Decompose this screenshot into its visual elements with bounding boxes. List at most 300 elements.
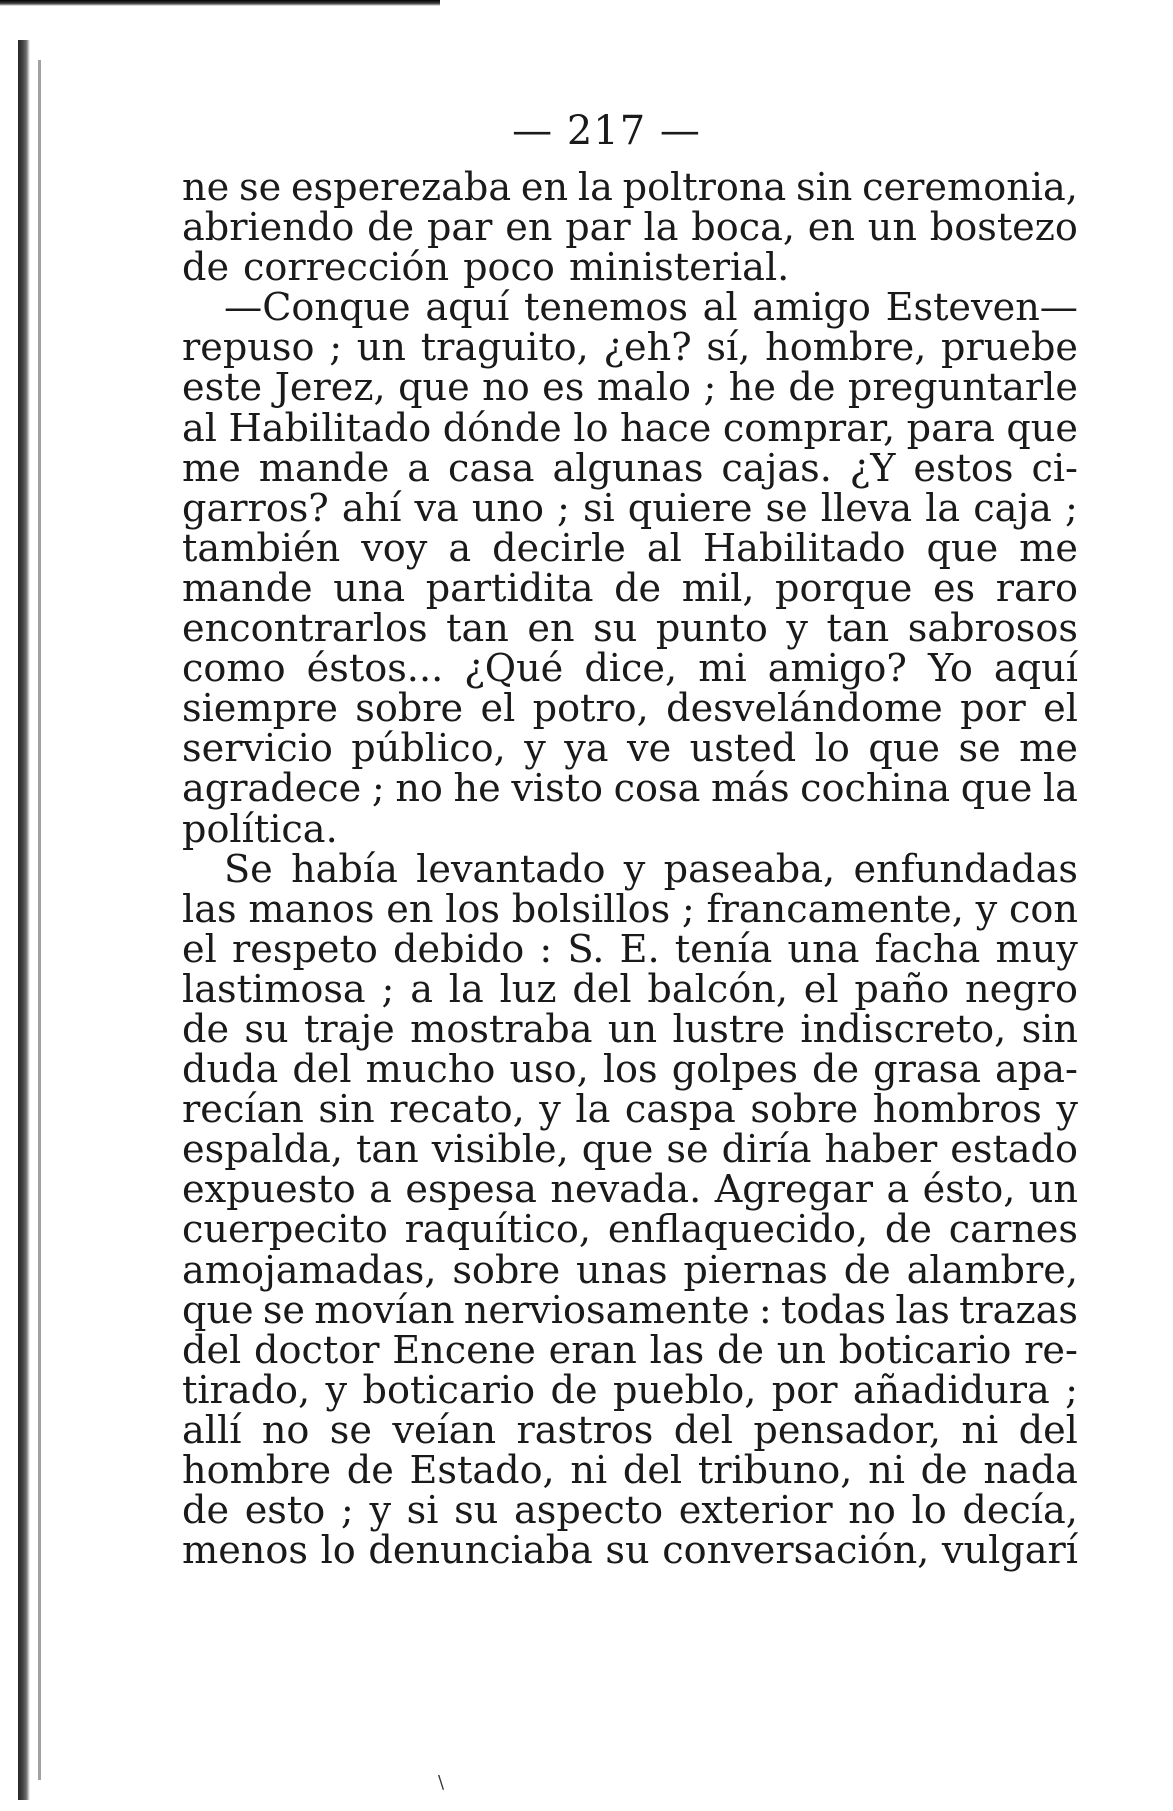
word: pensador, bbox=[753, 1408, 942, 1453]
word: ; bbox=[340, 1489, 354, 1534]
text-line bbox=[182, 967, 1078, 1012]
word: mucho bbox=[365, 1048, 496, 1093]
word: tan bbox=[446, 607, 509, 652]
word: hace bbox=[620, 406, 712, 451]
word: rastros bbox=[516, 1408, 654, 1453]
word: del bbox=[572, 967, 632, 1012]
word: algunas bbox=[552, 446, 704, 491]
word: ¿Qué bbox=[464, 647, 564, 692]
word: es bbox=[542, 366, 585, 411]
word: de bbox=[346, 1449, 394, 1493]
book-spine-shadow bbox=[18, 40, 30, 1800]
word: par bbox=[565, 206, 631, 251]
word: la bbox=[577, 166, 613, 210]
word: no bbox=[482, 366, 530, 411]
text-line bbox=[182, 1451, 1078, 1491]
word: sí, bbox=[706, 326, 751, 371]
word: como bbox=[182, 647, 286, 692]
text-line bbox=[182, 446, 1078, 491]
word: mande bbox=[182, 566, 313, 611]
text-line bbox=[182, 326, 1078, 371]
word: la bbox=[643, 206, 679, 251]
page-edge-top bbox=[0, 0, 440, 6]
word: servicio bbox=[182, 727, 333, 772]
word: doctor bbox=[254, 1328, 380, 1373]
word: a bbox=[369, 1168, 392, 1213]
word: hombros bbox=[872, 1088, 1042, 1133]
word: menos bbox=[182, 1529, 308, 1574]
word: y bbox=[524, 727, 546, 772]
text-line bbox=[182, 286, 1078, 331]
word: a bbox=[407, 446, 431, 491]
word: espesa bbox=[405, 1168, 537, 1213]
word: E. bbox=[619, 927, 660, 972]
word: alambre, bbox=[906, 1248, 1078, 1293]
word: ni bbox=[570, 1449, 608, 1493]
word: tenemos bbox=[524, 286, 688, 331]
word: su bbox=[454, 1489, 499, 1534]
word: traguito, bbox=[420, 326, 589, 371]
word: de bbox=[843, 1248, 891, 1293]
text-line bbox=[182, 366, 1078, 411]
word: corrección bbox=[243, 246, 450, 291]
word: hombre bbox=[182, 1449, 332, 1493]
word: lleva bbox=[820, 486, 913, 531]
word: potro, bbox=[532, 687, 649, 732]
word: sobre bbox=[452, 1248, 561, 1293]
word: en bbox=[520, 166, 569, 210]
word: las bbox=[649, 1328, 705, 1373]
word: y bbox=[786, 607, 808, 652]
word: boticario bbox=[838, 1328, 1012, 1373]
word: desvelándome bbox=[666, 687, 943, 732]
word: allí bbox=[182, 1408, 242, 1453]
word: se bbox=[765, 486, 808, 531]
word: caja bbox=[973, 486, 1052, 531]
word: pruebe bbox=[941, 326, 1078, 371]
text-line bbox=[182, 486, 1078, 531]
word: y bbox=[325, 1368, 348, 1413]
text-line bbox=[182, 1248, 1078, 1293]
word: para bbox=[906, 406, 995, 451]
word: del bbox=[182, 1328, 242, 1373]
word: aquí bbox=[993, 647, 1078, 692]
word: de bbox=[182, 246, 230, 291]
word: tan bbox=[356, 1128, 419, 1173]
word: del bbox=[622, 1449, 683, 1493]
word: por bbox=[960, 687, 1026, 732]
word: Encene bbox=[392, 1328, 536, 1373]
word: haber bbox=[824, 1128, 938, 1173]
word: amigo bbox=[752, 286, 871, 331]
word: cajas. bbox=[721, 446, 832, 491]
text-line bbox=[182, 687, 1078, 732]
word: expuesto bbox=[182, 1168, 356, 1213]
word: unas bbox=[576, 1248, 668, 1293]
word: negro bbox=[965, 967, 1078, 1012]
word: facha bbox=[874, 927, 981, 972]
text-line bbox=[182, 1288, 1078, 1333]
word: público, bbox=[351, 727, 506, 772]
word: ¿Y bbox=[849, 446, 896, 491]
word: del bbox=[292, 1048, 352, 1093]
word: usted bbox=[689, 727, 797, 772]
word: un bbox=[776, 1328, 826, 1373]
text-line bbox=[182, 206, 1078, 251]
word: la bbox=[1042, 767, 1078, 812]
word: casa bbox=[447, 446, 535, 491]
word: un bbox=[356, 326, 406, 371]
word: garros? bbox=[182, 486, 329, 531]
word: éstos... bbox=[306, 647, 444, 692]
word: del bbox=[673, 1408, 733, 1453]
word: ; bbox=[371, 767, 385, 812]
word: Agregar bbox=[714, 1168, 874, 1213]
text-line bbox=[182, 927, 1078, 972]
word: repuso bbox=[182, 326, 315, 371]
word: uno bbox=[471, 486, 544, 531]
word: respeto bbox=[232, 927, 378, 972]
word: ministerial. bbox=[568, 246, 790, 291]
word: la bbox=[575, 1088, 611, 1133]
word: un bbox=[1028, 1168, 1078, 1213]
word: carnes bbox=[948, 1208, 1078, 1253]
word: porque bbox=[775, 566, 913, 611]
word: traje bbox=[303, 1007, 395, 1052]
word: —Conque bbox=[224, 286, 411, 331]
text-line bbox=[182, 566, 1078, 611]
word: he bbox=[728, 366, 776, 411]
text-line bbox=[182, 1168, 1078, 1213]
word: golpes bbox=[671, 1048, 798, 1093]
word: partidita bbox=[425, 566, 594, 611]
word: Habilitado bbox=[702, 526, 906, 571]
word: trazas bbox=[959, 1288, 1078, 1333]
word: tan bbox=[826, 607, 890, 652]
word: par bbox=[426, 206, 493, 251]
word: a bbox=[410, 967, 433, 1012]
word: conversación, bbox=[662, 1529, 930, 1574]
word: ni bbox=[868, 1449, 905, 1493]
text-line bbox=[182, 767, 1078, 812]
word: malo bbox=[596, 366, 691, 411]
text-line bbox=[182, 526, 1078, 571]
word: mande bbox=[258, 446, 390, 491]
word: sin bbox=[796, 166, 853, 210]
word: de bbox=[182, 1007, 230, 1052]
word: que bbox=[960, 767, 1033, 812]
word: agradece bbox=[182, 767, 362, 812]
word: y bbox=[369, 1489, 392, 1534]
text-line bbox=[182, 1408, 1078, 1453]
word: al bbox=[182, 406, 217, 451]
word: va bbox=[414, 486, 459, 531]
word: siempre bbox=[182, 687, 338, 732]
text-line bbox=[182, 406, 1078, 451]
word: su bbox=[605, 1529, 650, 1574]
word: : bbox=[758, 1288, 772, 1333]
word: lo bbox=[814, 727, 850, 772]
word: su bbox=[593, 607, 638, 652]
word: todas bbox=[780, 1288, 887, 1333]
word: muy bbox=[995, 927, 1078, 972]
word: una bbox=[787, 927, 860, 972]
word: que bbox=[1006, 406, 1078, 451]
word: comprar, bbox=[722, 406, 896, 451]
word: se bbox=[329, 1408, 372, 1453]
word: a bbox=[448, 526, 472, 571]
word: y bbox=[623, 847, 646, 892]
word: amigo? bbox=[767, 647, 907, 692]
word: también bbox=[182, 526, 341, 571]
word: y bbox=[975, 887, 998, 932]
text-line bbox=[182, 1489, 1078, 1534]
word: ; bbox=[703, 366, 717, 411]
word: de bbox=[182, 1489, 230, 1534]
word: tribuno, bbox=[697, 1449, 853, 1493]
word: S. bbox=[567, 927, 605, 972]
word: vulgarí bbox=[941, 1529, 1078, 1574]
word: ésto, bbox=[922, 1168, 1016, 1213]
text-line bbox=[182, 1128, 1078, 1173]
word: exterior bbox=[678, 1489, 833, 1534]
word: quiere bbox=[627, 486, 753, 531]
word: decía, bbox=[962, 1489, 1078, 1534]
word: si bbox=[582, 486, 615, 531]
word: me bbox=[182, 446, 241, 491]
word: enfundadas bbox=[853, 847, 1078, 892]
word: que bbox=[182, 1288, 254, 1333]
word: cochina bbox=[800, 767, 951, 812]
word: mi bbox=[698, 647, 747, 692]
word: me bbox=[1019, 727, 1078, 772]
word: si bbox=[406, 1489, 439, 1534]
word: de bbox=[812, 1048, 860, 1093]
word: indiscreto, bbox=[800, 1007, 1007, 1052]
text-line bbox=[182, 168, 1078, 208]
word: el bbox=[480, 687, 516, 732]
word: me bbox=[1019, 526, 1078, 571]
word: cuerpecito bbox=[182, 1208, 388, 1253]
word: en bbox=[505, 206, 553, 251]
text-line bbox=[182, 1088, 1078, 1133]
word: de bbox=[716, 1328, 765, 1373]
word: sobre bbox=[750, 1088, 859, 1133]
word: grasa bbox=[873, 1048, 981, 1093]
word: poltrona bbox=[622, 166, 787, 210]
body-text bbox=[182, 166, 1078, 1574]
word: y bbox=[1056, 1088, 1078, 1133]
word: el bbox=[182, 927, 217, 972]
word: enflaquecido, bbox=[607, 1208, 869, 1253]
word: paseaba, bbox=[663, 847, 836, 892]
word: denunciaba bbox=[368, 1529, 593, 1574]
word: el bbox=[803, 967, 839, 1012]
word: de bbox=[367, 206, 415, 251]
word: que bbox=[926, 526, 999, 571]
word: paño bbox=[854, 967, 950, 1012]
word: uso, bbox=[509, 1048, 589, 1093]
word: de bbox=[614, 566, 662, 611]
word: se bbox=[666, 1128, 709, 1173]
word: : bbox=[539, 927, 553, 972]
word: ci- bbox=[1031, 446, 1078, 491]
word: nerviosamente bbox=[463, 1288, 750, 1333]
word: una bbox=[333, 566, 406, 611]
word: la bbox=[925, 486, 961, 531]
word: los bbox=[602, 1048, 658, 1093]
word: decirle bbox=[492, 526, 626, 571]
word: movían bbox=[314, 1288, 455, 1333]
word: no bbox=[848, 1489, 896, 1534]
word: lustre bbox=[672, 1007, 786, 1052]
word: recato, bbox=[389, 1088, 525, 1133]
word: cosa bbox=[613, 767, 701, 812]
word: ve bbox=[627, 727, 672, 772]
word: ni bbox=[961, 1408, 999, 1453]
word: mil, bbox=[681, 566, 755, 611]
word: diría bbox=[721, 1128, 812, 1173]
word: en bbox=[386, 887, 434, 932]
word: re- bbox=[1024, 1328, 1078, 1373]
word: boca, bbox=[691, 206, 795, 251]
word: del bbox=[1018, 1408, 1078, 1453]
word: no bbox=[261, 1408, 310, 1453]
text-line bbox=[182, 727, 1078, 772]
word: esperezaba bbox=[290, 166, 512, 210]
word: sin bbox=[1021, 1007, 1078, 1052]
text-line bbox=[182, 1368, 1078, 1413]
word: que bbox=[868, 727, 941, 772]
word: de bbox=[884, 1208, 932, 1253]
word: ; bbox=[1064, 486, 1078, 531]
word: levantado bbox=[416, 847, 606, 892]
word: amojamadas, bbox=[182, 1248, 437, 1293]
word: se bbox=[958, 727, 1001, 772]
word: había bbox=[291, 847, 398, 892]
word: Habilitado bbox=[228, 406, 432, 451]
word: ahí bbox=[341, 486, 402, 531]
word: ; bbox=[1065, 1368, 1078, 1413]
text-line bbox=[182, 807, 1078, 852]
text-line bbox=[182, 847, 1078, 892]
word: Jerez, bbox=[274, 366, 386, 411]
word: de bbox=[550, 1368, 598, 1413]
word: tirado, bbox=[182, 1368, 311, 1413]
word: visible, bbox=[431, 1128, 569, 1173]
word: mostraba bbox=[410, 1007, 593, 1052]
word: espalda, bbox=[182, 1128, 343, 1173]
word: se bbox=[262, 1288, 306, 1333]
word: con bbox=[1008, 887, 1078, 932]
text-line bbox=[182, 607, 1078, 652]
word: lo bbox=[573, 406, 609, 451]
word: que bbox=[581, 1128, 654, 1173]
word: ; bbox=[681, 887, 695, 932]
text-line bbox=[182, 1007, 1078, 1052]
word: lo bbox=[911, 1489, 947, 1534]
page-number: — 217 — bbox=[512, 108, 701, 154]
word: punto bbox=[655, 607, 768, 652]
word: ceremonia, bbox=[862, 166, 1078, 210]
word: raquítico, bbox=[404, 1208, 592, 1253]
word: voy bbox=[361, 526, 428, 571]
book-gutter-line bbox=[38, 60, 41, 1780]
word: bolsillos bbox=[511, 887, 671, 932]
word: ; bbox=[329, 326, 343, 371]
word: añadidura bbox=[852, 1368, 1050, 1413]
word: no bbox=[395, 767, 443, 812]
word: francamente, bbox=[706, 887, 964, 932]
word: los bbox=[445, 887, 500, 932]
text-line bbox=[182, 1048, 1078, 1093]
word: lastimosa bbox=[182, 967, 366, 1012]
word: manos bbox=[248, 887, 375, 932]
word: un bbox=[867, 206, 917, 251]
word: se bbox=[238, 166, 282, 210]
word: en bbox=[807, 206, 855, 251]
word: caspa bbox=[624, 1088, 736, 1133]
word: de bbox=[920, 1449, 968, 1493]
word: ne bbox=[182, 166, 230, 210]
text-line bbox=[182, 887, 1078, 932]
word: poco bbox=[463, 246, 555, 291]
word: el bbox=[1043, 687, 1078, 732]
word: sobre bbox=[355, 687, 464, 732]
word: la bbox=[448, 967, 484, 1012]
word: he bbox=[453, 767, 501, 812]
word: Esteven— bbox=[885, 286, 1078, 331]
word: preguntarle bbox=[847, 366, 1078, 411]
word: luz bbox=[499, 967, 557, 1012]
word: esto bbox=[244, 1489, 326, 1534]
word: debido bbox=[393, 927, 525, 972]
word: tenía bbox=[674, 927, 773, 972]
word: lo bbox=[320, 1529, 356, 1574]
word: Se bbox=[224, 847, 273, 892]
word: veían bbox=[392, 1408, 497, 1453]
text-line bbox=[182, 1328, 1078, 1373]
word: recían bbox=[182, 1088, 304, 1133]
word: en bbox=[527, 607, 575, 652]
word: ; bbox=[557, 486, 570, 531]
word: más bbox=[710, 767, 790, 812]
word: aspecto bbox=[514, 1489, 664, 1534]
word: bostezo bbox=[929, 206, 1078, 251]
word: por bbox=[771, 1368, 838, 1413]
text-line bbox=[182, 246, 1078, 291]
word: su bbox=[244, 1007, 289, 1052]
word: pueblo, bbox=[612, 1368, 757, 1413]
word: raro bbox=[995, 566, 1078, 611]
word: que bbox=[398, 366, 470, 411]
word: este bbox=[182, 366, 263, 411]
word: al bbox=[702, 286, 738, 331]
text-line bbox=[182, 647, 1078, 692]
word: estado bbox=[950, 1128, 1078, 1173]
word: las bbox=[895, 1288, 950, 1333]
text-line bbox=[182, 1208, 1078, 1253]
word: política. bbox=[182, 807, 338, 852]
word: aquí bbox=[425, 286, 510, 331]
word: dice, bbox=[584, 647, 678, 692]
word: sin bbox=[318, 1088, 375, 1133]
word: nevada. bbox=[550, 1168, 702, 1213]
word: de bbox=[788, 366, 836, 411]
stray-ink-mark: \ bbox=[438, 1772, 445, 1793]
word: duda bbox=[182, 1048, 279, 1093]
word: estos bbox=[913, 446, 1014, 491]
